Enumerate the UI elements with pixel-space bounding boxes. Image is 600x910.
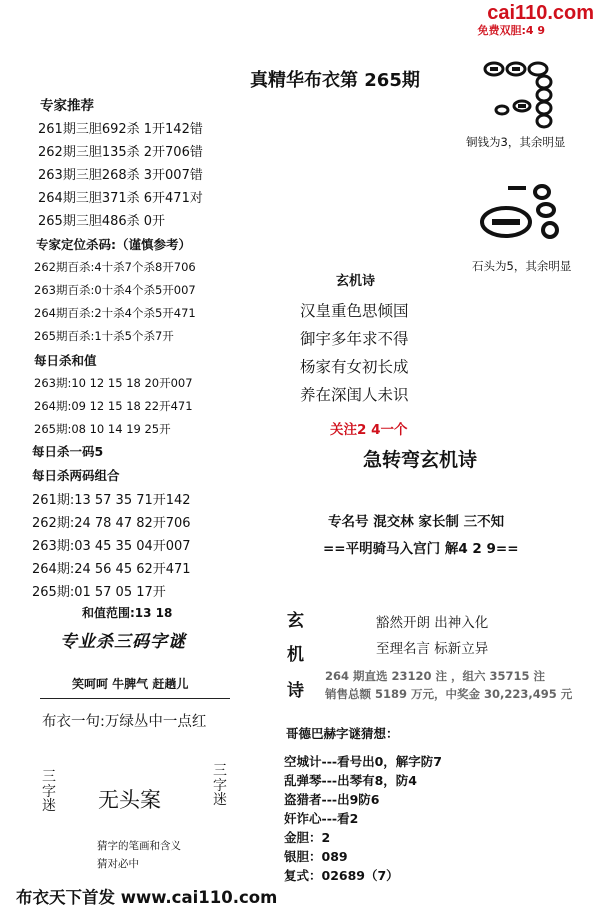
riddle-answer: 无头案 (98, 788, 161, 812)
poem-line: 养在深闺人未识 (300, 386, 409, 404)
stones-caption: 石头为5，其余明显 (472, 259, 572, 273)
sum-range: 和值范围:13 18 (82, 606, 173, 620)
poem-line: 杨家有女初长成 (300, 358, 409, 376)
expert-line: 265期三胆486杀 0开 (38, 214, 166, 229)
daily-sum-line: 264期:09 12 15 18 22开471 (34, 399, 193, 413)
daily-one-title: 每日杀一码5 (32, 444, 104, 459)
riddle-words: 笑呵呵 牛脾气 赶趟儿 (72, 677, 189, 691)
goldbach-line: 奸诈心---看2 (284, 811, 359, 826)
label-char: 字 (213, 777, 227, 794)
issue-title: 真精华布衣第 265期 (250, 70, 420, 91)
label-char: 迷 (42, 798, 56, 815)
label-char: 三 (42, 769, 56, 785)
expert-line: 264期三胆371杀 6开471对 (38, 191, 203, 206)
label-char: 迷 (213, 792, 227, 809)
expert-line: 263期三胆268杀 3开007错 (38, 168, 203, 183)
daily-sum-title: 每日杀和值 (34, 353, 97, 368)
poem-title: 玄机诗 (336, 274, 376, 289)
stones-image (478, 182, 564, 248)
footer-banner[interactable]: 布衣天下首发 www.cai110.com (16, 888, 278, 907)
goldbach-line: 盗猎者---出9防6 (284, 792, 380, 807)
free-double-promo: 免费双胆:4 9 (477, 24, 545, 37)
daily-two-line: 264期:24 56 45 62开471 (32, 562, 191, 577)
three-char-label-left (42, 770, 56, 814)
vertical-char: 机 (287, 645, 304, 665)
position-kill-line: 263期百杀:0十杀4个杀5开007 (34, 283, 196, 297)
twist-poem-title: 急转弯玄机诗 (363, 449, 478, 471)
poem-hint: 专名号 混交林 家长制 三不知 (328, 514, 505, 530)
goldbach-line: 银胆：089 (284, 849, 348, 864)
daily-two-line: 265期:01 57 05 17开 (32, 585, 166, 600)
position-kill-line: 265期百杀:1十杀5个杀7开 (34, 329, 174, 343)
vertical-char: 玄 (287, 611, 304, 631)
divider (40, 698, 230, 699)
goldbach-line: 空城计---看号出0，解字防7 (284, 754, 442, 769)
expert-line: 261期三胆692杀 1开142错 (38, 122, 203, 137)
daily-sum-line: 265期:08 10 14 19 25开 (34, 422, 171, 436)
goldbach-title: 哥德巴赫字谜猜想： (286, 726, 399, 741)
poem-line: 御宇多年求不得 (300, 330, 409, 348)
position-kill-line: 264期百杀:2十杀4个杀5开471 (34, 306, 196, 320)
poem2-line: 豁然开朗 出神入化 (376, 615, 489, 631)
poem-line: 汉皇重色思倾国 (300, 302, 409, 320)
riddle-tip: 猜字的笔画和含义 (97, 840, 181, 852)
goldbach-line: 复式：02689（7） (284, 868, 399, 883)
vertical-char: 诗 (287, 681, 304, 701)
focus-note: 关注2 4一个 (330, 422, 408, 438)
sales-line: 销售总额 5189 万元，中奖金 30,223,495 元 (325, 687, 573, 701)
daily-two-line: 263期:03 45 35 04开007 (32, 539, 191, 554)
daily-two-title: 每日杀两码组合 (32, 468, 120, 483)
three-char-label-right (213, 764, 227, 808)
sales-line: 264 期直选 23120 注 ，组六 35715 注 (325, 669, 546, 683)
poem2-line: 至理名言 标新立异 (376, 641, 489, 657)
daily-sum-line: 263期:10 12 15 18 20开007 (34, 376, 193, 390)
position-kill-title: 专家定位杀码:（谨慎参考） (36, 237, 191, 252)
label-char: 三 (213, 763, 227, 779)
coins-image (480, 58, 560, 130)
site-logo[interactable]: cai110.com (487, 2, 594, 24)
expert-title: 专家推荐 (40, 98, 94, 114)
position-kill-line: 262期百杀:4十杀7个杀8开706 (34, 260, 196, 274)
buyi-line: 布衣一句:万绿丛中一点红 (42, 714, 207, 730)
expert-line: 262期三胆135杀 2开706错 (38, 145, 203, 160)
poem-hint-solution: ==平明骑马入宫门 解4 2 9== (323, 541, 519, 557)
label-char: 字 (42, 783, 56, 800)
riddle-title: 专业杀三码字谜 (60, 632, 186, 652)
daily-two-line: 261期:13 57 35 71开142 (32, 493, 191, 508)
coins-caption: 铜钱为3，其余明显 (466, 135, 566, 149)
daily-two-line: 262期:24 78 47 82开706 (32, 516, 191, 531)
goldbach-line: 乱弹琴---出琴有8，防4 (284, 773, 417, 788)
goldbach-line: 金胆：2 (284, 830, 331, 845)
riddle-tip: 猜对必中 (97, 858, 139, 870)
